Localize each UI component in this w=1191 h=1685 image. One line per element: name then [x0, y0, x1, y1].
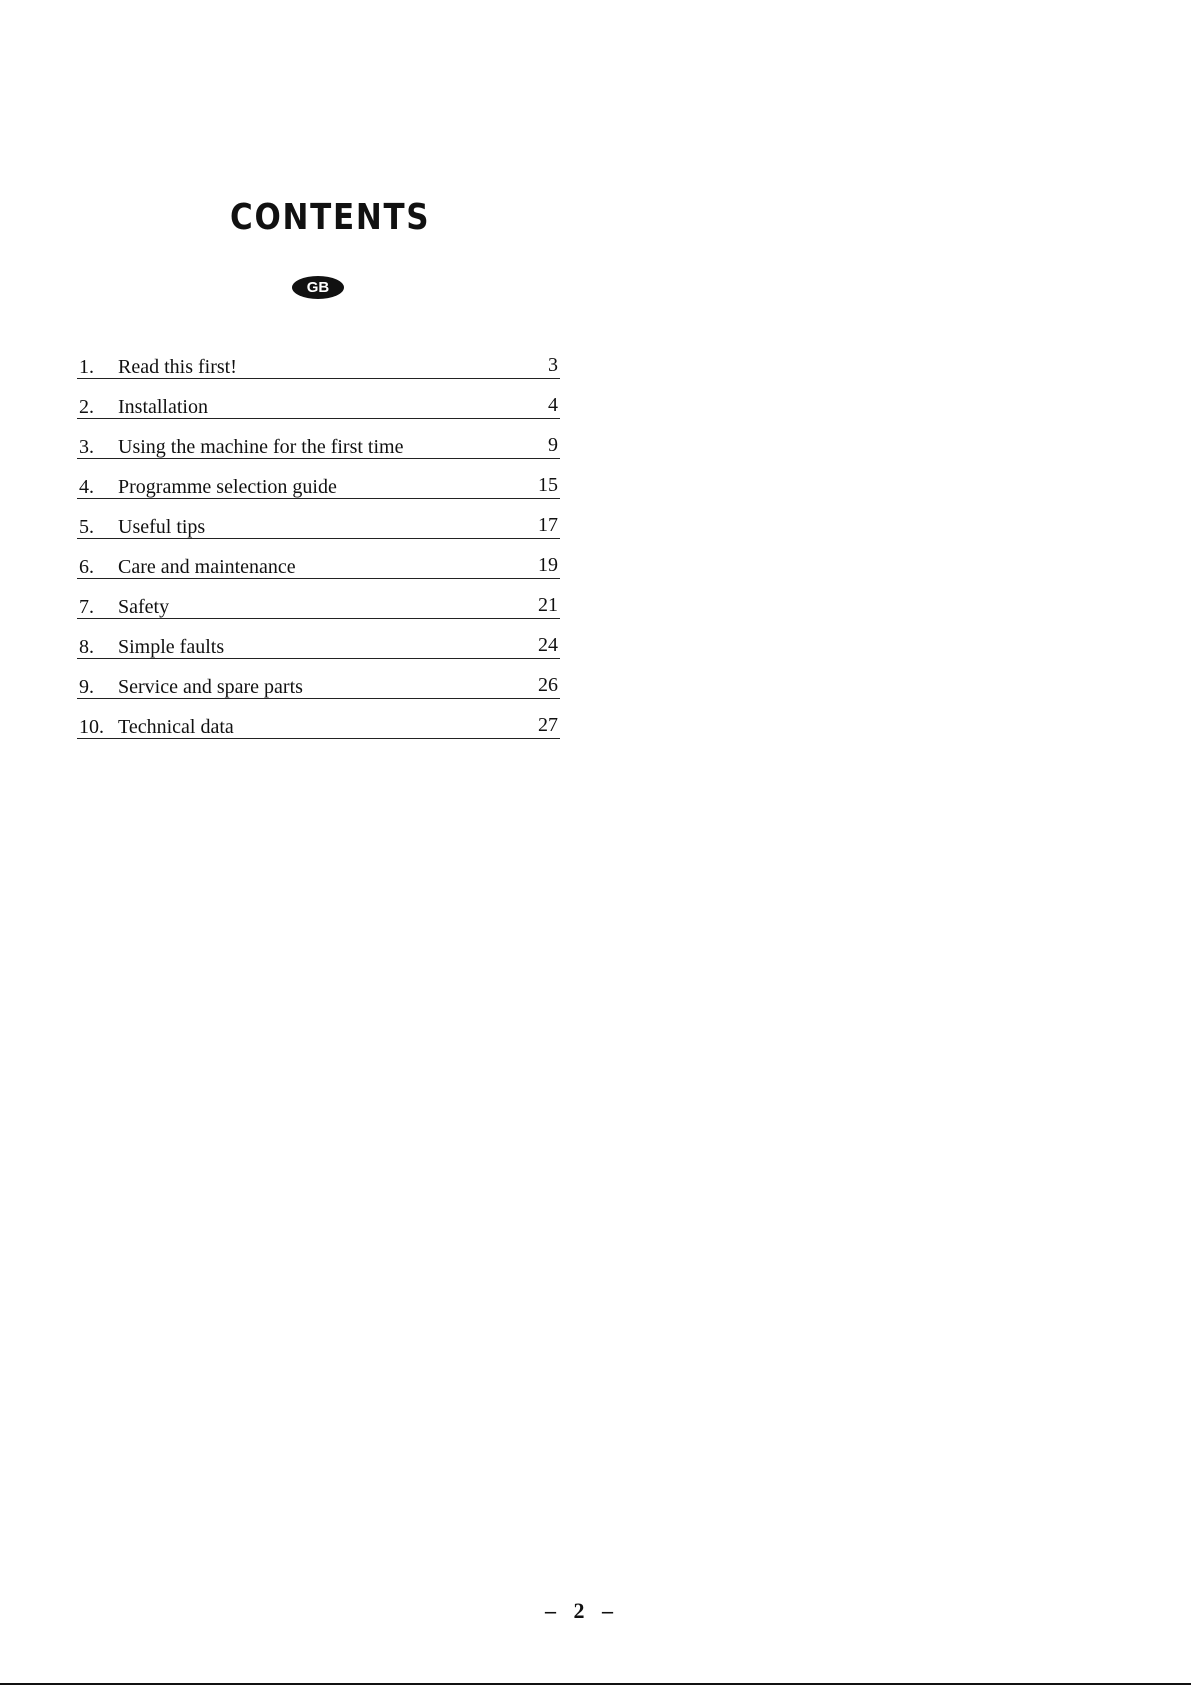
toc-entry[interactable]: [77, 674, 560, 714]
toc-entry-number: 4.: [79, 476, 94, 498]
page-number: – 2 –: [545, 1598, 619, 1623]
language-badge: GB: [292, 276, 344, 299]
toc-entry-page: 24: [538, 634, 558, 656]
toc-entry-label: Using the machine for the first time: [118, 436, 404, 458]
toc-entry-label: Service and spare parts: [118, 676, 303, 698]
toc-entry-rule: [77, 498, 560, 499]
toc-entry[interactable]: [77, 394, 560, 434]
toc-entry[interactable]: [77, 474, 560, 514]
toc-entry-rule: [77, 658, 560, 659]
toc-entry-rule: [77, 458, 560, 459]
toc-entry-rule: [77, 698, 560, 699]
toc-entry-page: 26: [538, 674, 558, 696]
toc-entry-number: 10.: [79, 716, 104, 738]
toc-entry[interactable]: [77, 594, 560, 634]
toc-entry-rule: [77, 418, 560, 419]
table-of-contents: [77, 354, 560, 754]
toc-entry-page: 4: [548, 394, 558, 416]
toc-entry-page: 21: [538, 594, 558, 616]
toc-entry-label: Programme selection guide: [118, 476, 337, 498]
page-title: CONTENTS: [230, 197, 431, 238]
toc-entry-number: 5.: [79, 516, 94, 538]
toc-entry-number: 3.: [79, 436, 94, 458]
toc-entry-number: 2.: [79, 396, 94, 418]
toc-entry[interactable]: [77, 714, 560, 754]
toc-entry[interactable]: [77, 634, 560, 674]
toc-entry-label: Simple faults: [118, 636, 225, 658]
toc-entry-page: 3: [548, 354, 558, 376]
toc-entry-number: 1.: [79, 356, 94, 378]
toc-entry[interactable]: [77, 434, 560, 474]
toc-entry-rule: [77, 738, 560, 739]
toc-entry-page: 17: [538, 514, 558, 536]
toc-entry[interactable]: [77, 514, 560, 554]
toc-entry-number: 9.: [79, 676, 94, 698]
toc-entry-number: 7.: [79, 596, 94, 618]
toc-entry-label: Installation: [118, 396, 208, 418]
toc-entry-rule: [77, 618, 560, 619]
toc-entry-rule: [77, 578, 560, 579]
toc-entry[interactable]: [77, 554, 560, 594]
toc-entry-page: 9: [548, 434, 558, 456]
toc-entry-rule: [77, 378, 560, 379]
toc-entry-page: 19: [538, 554, 558, 576]
toc-entry-number: 6.: [79, 556, 94, 578]
toc-entry-label: Care and maintenance: [118, 556, 296, 578]
toc-entry-page: 27: [538, 714, 558, 736]
toc-entry-label: Safety: [118, 596, 170, 618]
toc-entry-label: Read this first!: [118, 356, 237, 378]
toc-entry-label: Useful tips: [118, 516, 206, 538]
toc-entry-label: Technical data: [118, 716, 234, 738]
toc-entry-page: 15: [538, 474, 558, 496]
toc-entry-number: 8.: [79, 636, 94, 658]
toc-entry[interactable]: [77, 354, 560, 394]
toc-entry-rule: [77, 538, 560, 539]
